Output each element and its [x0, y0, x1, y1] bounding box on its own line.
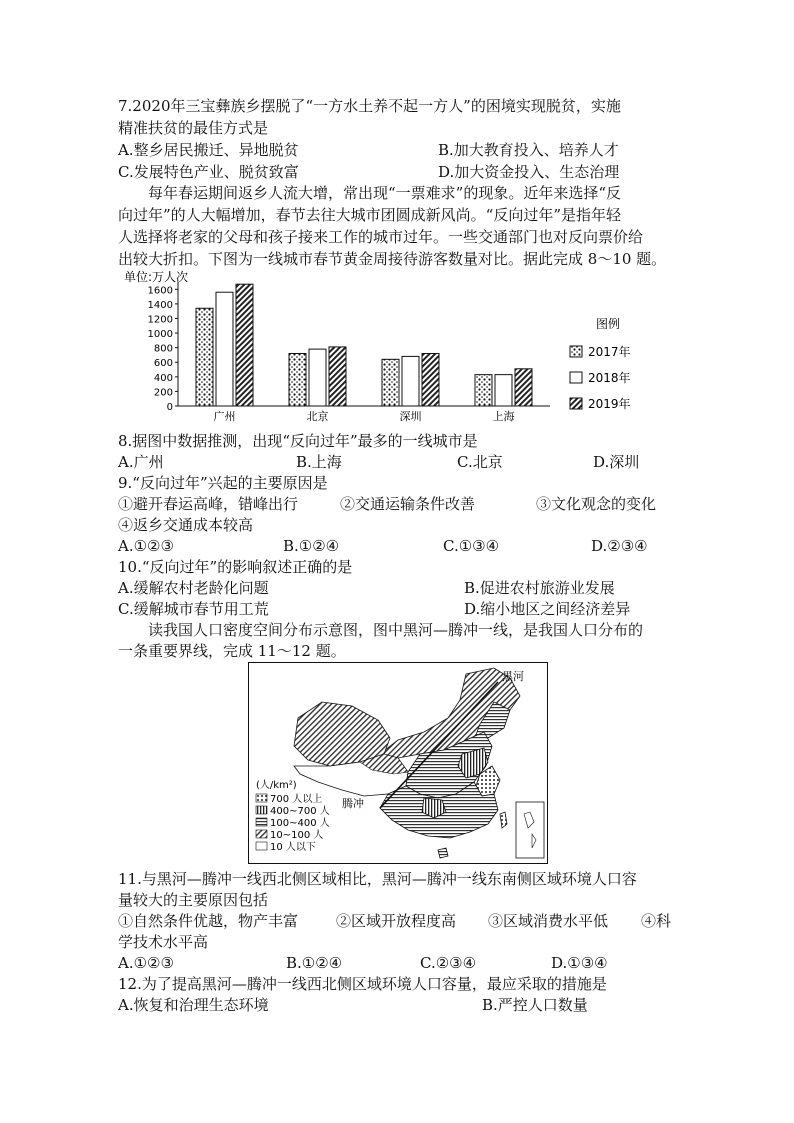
map-inset-box: [516, 802, 544, 858]
map-legend-swatch-under10: [256, 842, 267, 850]
q11-option-a: A.①②③: [118, 954, 174, 972]
q7-stem-line1: 7.2020年三宝彝族乡摆脱了“一方水土养不起一方人”的困境实现脱贫，实施: [118, 97, 621, 115]
chart-bar-3: [515, 369, 532, 406]
chart-legend-label: 2017年: [588, 345, 631, 359]
chart-y-tick-label: 0: [166, 402, 173, 413]
passage2-line1: 读我国人口密度空间分布示意图，图中黑河—腾冲一线，是我国人口分布的: [148, 621, 644, 639]
chart-bar-1: [289, 353, 306, 406]
chart-y-tick-label: 1200: [147, 314, 173, 326]
q9-item-3: ③文化观念的变化: [536, 495, 657, 513]
map-legend-swatch-400-700: [256, 806, 267, 814]
q12-stem: 12.为了提高黑河—腾冲一线西北侧区域环境人口容量，最应采取的措施是: [118, 975, 607, 993]
chart-bar-3: [422, 353, 439, 406]
chart-bar-3: [329, 347, 346, 406]
chart-bar-3: [236, 284, 253, 406]
q10-option-c: C.缓解城市春节用工荒: [118, 600, 269, 618]
map-legend-label-3: 100~400 人: [270, 818, 330, 829]
chart-legend-label: 2018年: [588, 371, 631, 385]
passage1-line1: 每年春运期间返乡人流大增，常出现“一票难求”的现象。近年来选择“反: [148, 184, 622, 202]
q11-item-4a: ④科: [641, 912, 672, 930]
population-density-map: [248, 662, 548, 864]
chart-category-label: 广州: [213, 410, 236, 423]
chart-y-tick-label: 1400: [147, 299, 173, 311]
map-label-heihe: 黑河: [502, 670, 524, 683]
map-legend-unit: (人/km²): [256, 780, 297, 791]
map-legend-label-2: 400~700 人: [270, 806, 330, 817]
chart-legend-swatch-1: [570, 346, 582, 357]
q9-item-4: ④返乡交通成本较高: [118, 516, 254, 534]
q11-option-b: B.①②④: [286, 954, 343, 972]
q10-option-d: D.缩小地区之间经济差异: [464, 600, 631, 618]
q10-option-a: A.缓解农村老龄化问题: [118, 579, 269, 597]
q7-option-c: C.发展特色产业、脱贫致富: [118, 163, 299, 181]
map-legend-swatch-10-100: [256, 830, 267, 838]
chart-bar-1: [475, 375, 492, 406]
q9-option-c: C.①③④: [443, 537, 500, 555]
q9-option-b: B.①②④: [283, 537, 340, 555]
chart-legend-label: 2019年: [588, 397, 631, 411]
chart-bar-2: [216, 292, 233, 406]
map-region-hainan: [438, 848, 448, 858]
q11-stem-line1: 11.与黑河—腾冲一线西北侧区域相比，黑河—腾冲一线东南侧区域环境人口容: [118, 870, 637, 888]
map-legend-label-4: 10~100 人: [270, 830, 324, 841]
q11-option-c: C.②③④: [420, 954, 477, 972]
map-label-tengchong: 腾冲: [342, 797, 364, 810]
q10-stem: 10.“反向过年”的影响叙述正确的是: [118, 558, 353, 576]
passage1-line2: 向过年”的人大幅增加，春节去往大城市团圆成新风尚。“反向过年”是指年轻: [118, 206, 622, 224]
q11-item-1: ①自然条件优越，物产丰富: [118, 912, 299, 930]
q8-stem: 8.据图中数据推测，出现“反向过年”最多的一线城市是: [118, 432, 478, 450]
chart-bar-2: [309, 349, 326, 406]
q7-option-a: A.整乡居民搬迁、异地脱贫: [118, 141, 299, 159]
map-legend-label-1: 700 人以上: [270, 794, 323, 805]
q8-option-d: D.深圳: [593, 453, 640, 471]
chart-y-tick-label: 400: [153, 372, 173, 384]
tourist-bar-chart: [118, 268, 658, 426]
chart-legend-swatch-2: [570, 372, 582, 383]
q9-option-a: A.①②③: [118, 537, 174, 555]
q8-option-b: B.上海: [296, 453, 342, 471]
q11-item-3: ③区域消费水平低: [488, 912, 609, 930]
q8-option-c: C.北京: [457, 453, 503, 471]
q12-option-a: A.恢复和治理生态环境: [118, 996, 269, 1014]
chart-category-label: 深圳: [399, 410, 422, 423]
q9-option-d: D.②③④: [591, 537, 648, 555]
chart-y-tick-label: 800: [153, 343, 173, 355]
chart-bar-2: [495, 375, 512, 406]
chart-category-label: 北京: [306, 410, 329, 423]
map-legend-swatch-100-400: [256, 818, 267, 826]
chart-bar-1: [196, 308, 213, 406]
chart-legend-title: 图例: [596, 317, 621, 331]
q7-stem-line2: 精准扶贫的最佳方式是: [118, 119, 269, 137]
passage2-line2: 一条重要界线，完成 11～12 题。: [118, 642, 346, 660]
chart-bar-2: [402, 356, 419, 406]
q9-stem: 9.“反向过年”兴起的主要原因是: [118, 474, 328, 492]
chart-y-tick-label: 1000: [147, 329, 173, 341]
passage1-line4: 出较大折扣。下图为一线城市春节黄金周接待游客数量对比。据此完成 8～10 题。: [118, 250, 667, 268]
q7-option-b: B.加大教育投入、培养人才: [438, 141, 619, 159]
q7-option-d: D.加大资金投入、生态治理: [438, 163, 620, 181]
chart-bar-1: [382, 359, 399, 406]
q11-option-d: D.①③④: [551, 954, 608, 972]
chart-y-tick-label: 600: [153, 358, 173, 370]
passage1-line3: 人选择将老家的父母和孩子接来工作的城市过年。一些交通部门也对反向票价给: [118, 228, 644, 246]
chart-y-tick-label: 200: [153, 387, 173, 399]
q11-stem-line2: 量较大的主要原因包括: [118, 891, 269, 909]
chart-category-label: 上海: [492, 410, 515, 423]
q8-option-a: A.广州: [118, 453, 164, 471]
chart-y-tick-label: 1600: [147, 285, 173, 297]
q10-option-b: B.促进农村旅游业发展: [464, 579, 615, 597]
q12-option-b: B.严控人口数量: [482, 996, 588, 1014]
q11-item-4b: 学技术水平高: [118, 933, 209, 951]
map-legend-swatch-700plus: [256, 794, 267, 802]
map-legend-label-5: 10 人以下: [270, 842, 316, 853]
q9-item-2: ②交通运输条件改善: [340, 495, 476, 513]
q11-item-2: ②区域开放程度高: [336, 912, 457, 930]
q9-item-1: ①避开春运高峰，错峰出行: [118, 495, 299, 513]
chart-legend-swatch-3: [570, 398, 582, 409]
chart-ylabel: 单位:万人次: [124, 270, 189, 284]
